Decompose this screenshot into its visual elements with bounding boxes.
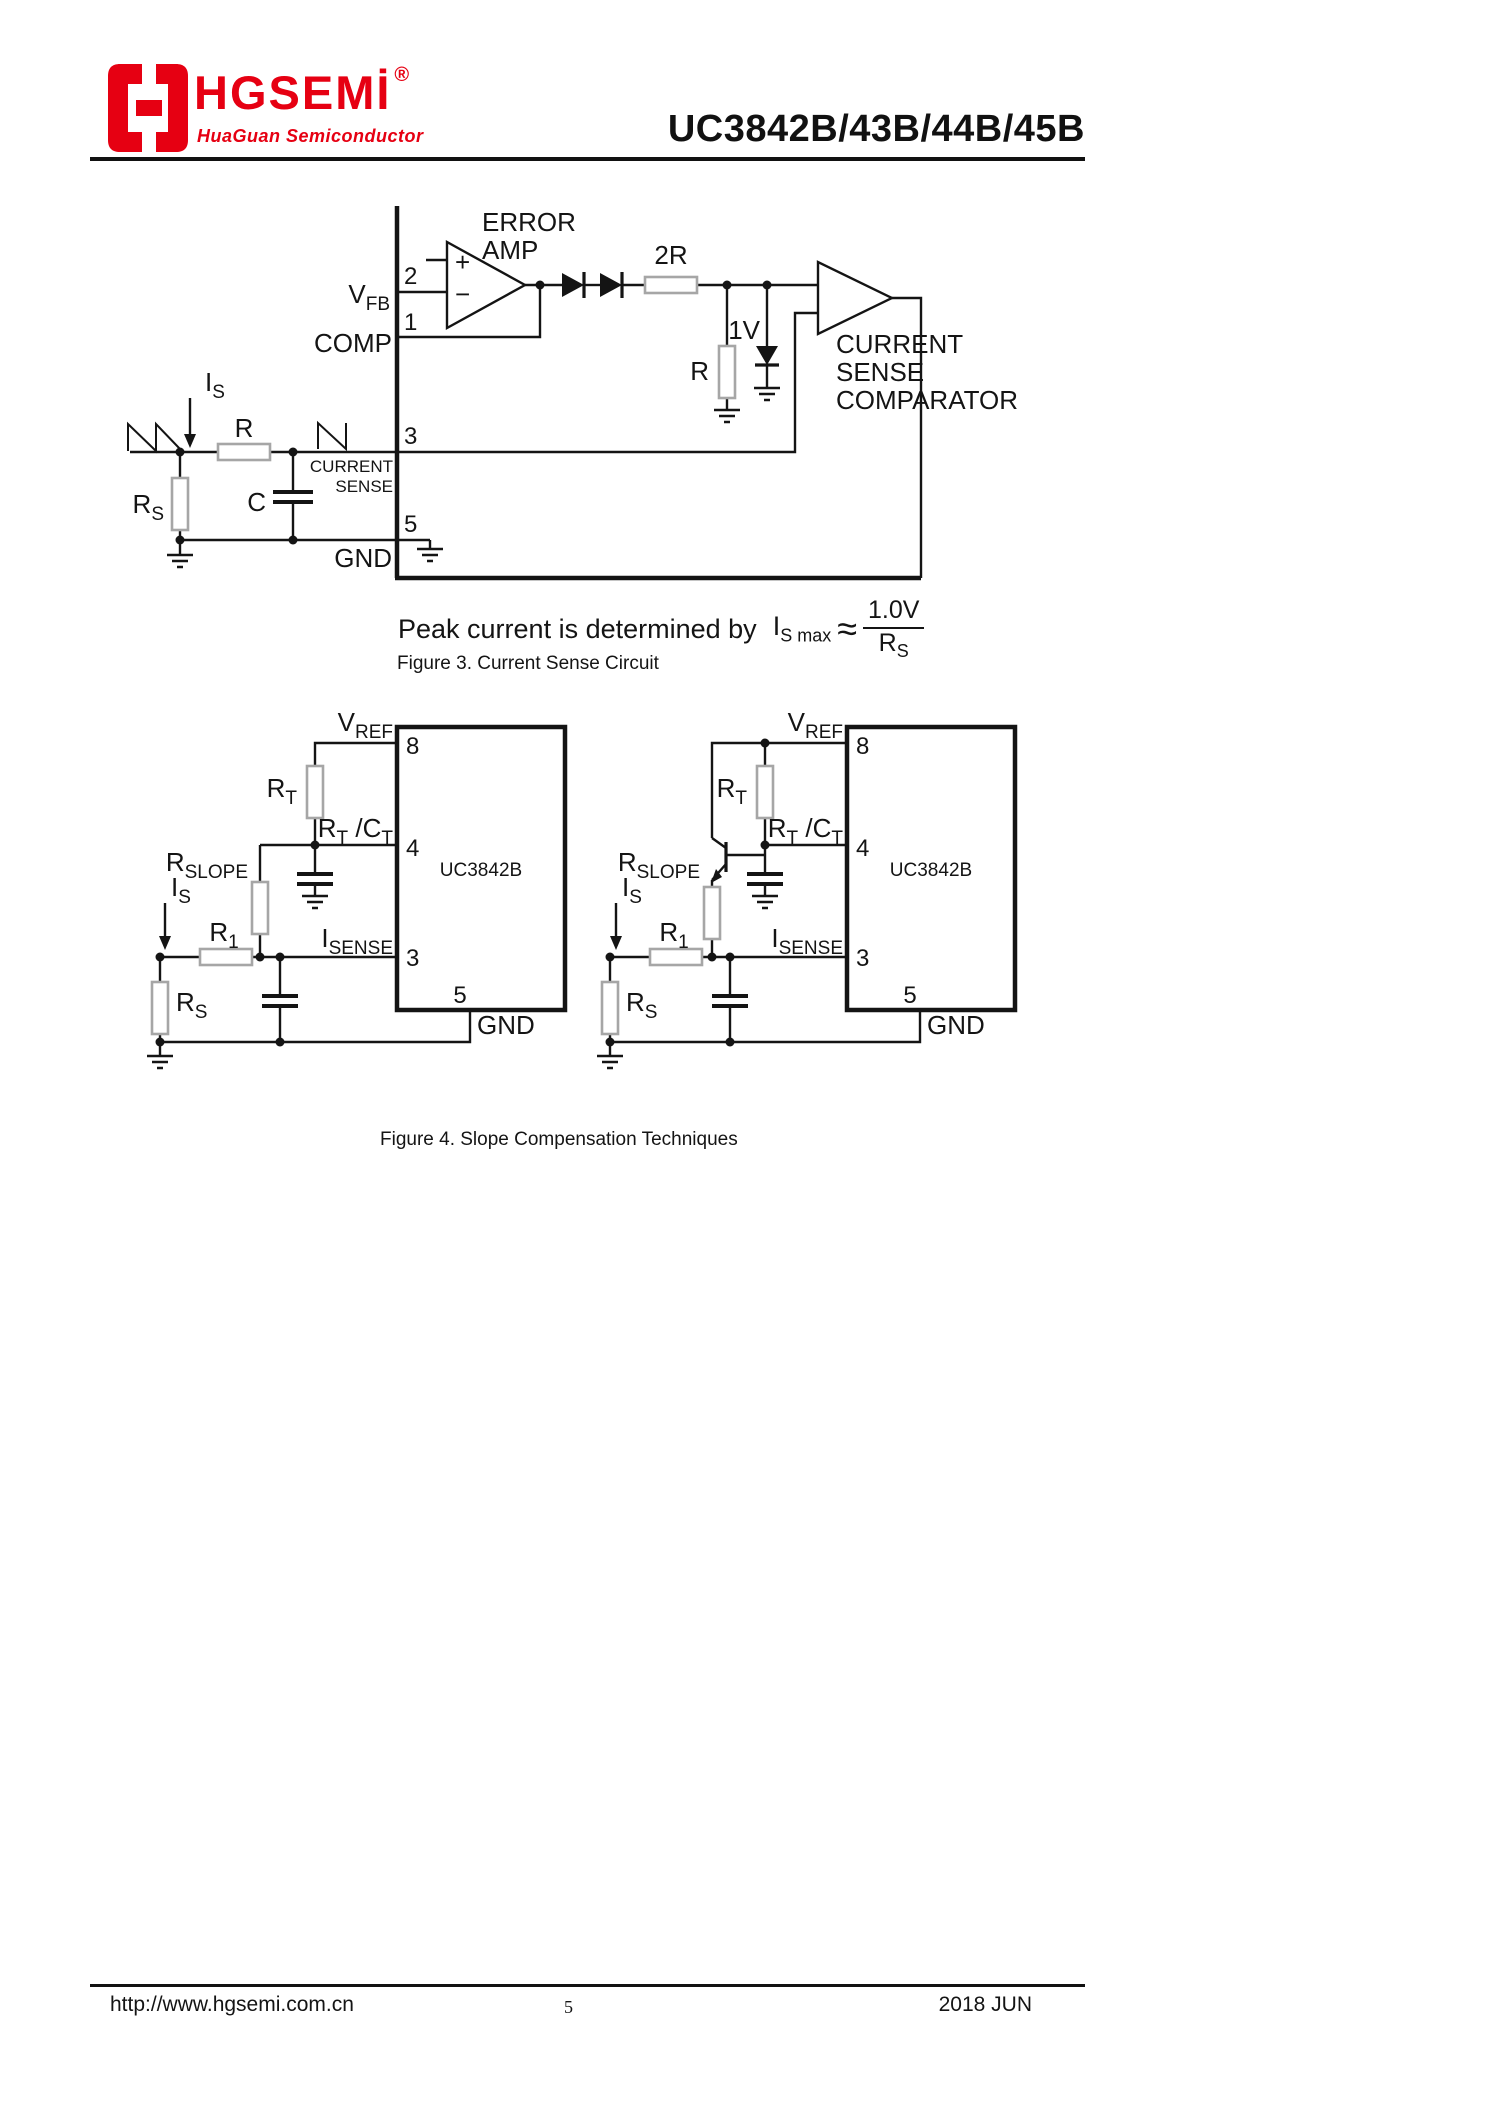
pin2-label: 2 [404,263,418,290]
current-arrow-is [159,903,171,950]
is-label: $I_S$ [171,872,191,908]
vfb-label: $V_{FB}$ [348,279,390,315]
pin5-label: 5 [453,982,467,1009]
current-sense-wire [130,313,818,452]
current-arrow-is [610,903,622,950]
sawtooth-waveform-right [318,423,346,449]
formula-fraction [863,597,924,661]
current-sense-pin-label-1: CURRENT [309,457,393,476]
ct-capacitor [747,874,783,884]
formula-is-max: $I_{S max}$ [772,611,832,646]
gnd-label: GND [477,1010,535,1040]
capacitor-c [273,492,313,502]
resistor-r1 [650,949,702,965]
vref-label: $V_{REF}$ [337,707,393,743]
registered-mark: ® [394,64,410,86]
ground-icon [302,896,328,908]
is-label: $I_S$ [205,367,225,403]
rt-label: $R_T$ [266,773,297,809]
diode-2 [600,272,622,298]
rtct-label: $R_T$ $/C_T$ [767,813,843,849]
ground-icon [417,549,443,561]
resistor-rs [152,982,168,1034]
rs-label: $R_S$ [132,489,164,525]
page-number: 5 [564,1997,573,2017]
pin8-label: 8 [406,733,420,760]
pin4-label: 4 [856,835,870,862]
figure4-caption: Figure 4. Slope Compensation Techniques [380,1129,738,1150]
ground-icon [752,896,778,908]
rt-label: $R_T$ [716,773,747,809]
figure4-right-schematic [597,707,1015,1068]
ct-capacitor [297,874,333,884]
ground-icon [147,1056,173,1068]
resistor-2r-label: 2R [654,240,688,270]
comparator-label-2: SENSE [836,357,925,387]
current-sense-pin-label-2: SENSE [335,477,393,496]
figure3-caption: Figure 3. Current Sense Circuit [397,653,659,674]
figure4-left-schematic [147,707,565,1068]
logo-tagline: HuaGuan Semiconductor [197,126,424,146]
resistor-rt [757,766,773,818]
rslope-label: $R_{SLOPE}$ [617,847,700,883]
resistor-rs [602,982,618,1034]
chip-name: UC3842B [439,860,523,881]
r1-label: $R_1$ [209,917,239,953]
sawtooth-waveform-left [128,424,180,451]
error-amp-label-2: AMP [482,235,539,265]
pin5-label: 5 [903,982,917,1009]
filter-capacitor [712,996,748,1006]
gnd-pin-wire [180,540,430,549]
ground-icon [714,410,740,422]
diode-1 [562,272,584,298]
vref-label: $V_{REF}$ [787,707,843,743]
r1-label: $R_1$ [659,917,689,953]
comp-label: COMP [314,328,392,358]
ground-icon [754,388,780,400]
gnd-label: GND [927,1010,985,1040]
fraction-denominator: $R_S$ [878,628,909,661]
resistor-rt [307,766,323,818]
resistor-2r [645,277,697,293]
isense-label: $I_{SENSE}$ [771,923,843,959]
c-label: C [247,487,266,517]
plus-sign: + [455,247,471,277]
filter-capacitor [262,996,298,1006]
figure3-schematic [128,206,1018,578]
resistor-r-horizontal [218,444,270,460]
ground-icon [167,555,193,567]
pin5-label: 5 [404,511,418,538]
pin3-label: 3 [404,423,418,450]
zener-diode-1v [755,346,779,365]
resistor-r-vertical [719,346,735,398]
npn-transistor [711,838,765,883]
chip-name: UC3842B [889,860,973,881]
minus-sign: − [455,279,471,309]
gnd-label: GND [334,543,392,573]
footer-date: 2018 JUN [938,1993,1032,2016]
rs-label: $R_S$ [176,987,208,1023]
ground-icon [597,1056,623,1068]
part-number-title: UC3842B/43B/44B/45B [667,108,1085,150]
approx-symbol: ≈ [837,608,857,650]
is-label: $I_S$ [622,872,642,908]
error-amp-label-1: ERROR [482,207,576,237]
rs-label: $R_S$ [626,987,658,1023]
rslope-label: $R_{SLOPE}$ [165,847,248,883]
pin8-label: 8 [856,733,870,760]
pin1-label: 1 [404,309,418,336]
r-label: R [234,413,254,443]
comparator-label-1: CURRENT [836,329,964,359]
pin4-label: 4 [406,835,420,862]
footer-divider [90,1984,1085,1987]
zener-1v-label: 1V [728,315,760,345]
resistor-rslope [252,882,268,934]
logo-text: HGSEMİ ® [194,64,410,119]
formula-text: Peak current is determined by [398,613,757,644]
peak-current-formula [398,597,924,661]
resistor-rs [172,478,188,530]
current-sense-comparator-triangle [818,262,892,334]
fraction-numerator: 1.0V [863,597,924,629]
current-arrow-is [184,398,196,448]
pin3-label: 3 [856,945,870,972]
resistor-r1 [200,949,252,965]
pin3-label: 3 [406,945,420,972]
footer-url: http://www.hgsemi.com.cn [110,1993,354,2016]
resistor-r-label: R [690,356,709,386]
isense-label: $I_{SENSE}$ [321,923,393,959]
comparator-label-3: COMPARATOR [836,385,1019,415]
rtct-label: $R_T$ $/C_T$ [317,813,393,849]
resistor-rslope [704,887,720,939]
